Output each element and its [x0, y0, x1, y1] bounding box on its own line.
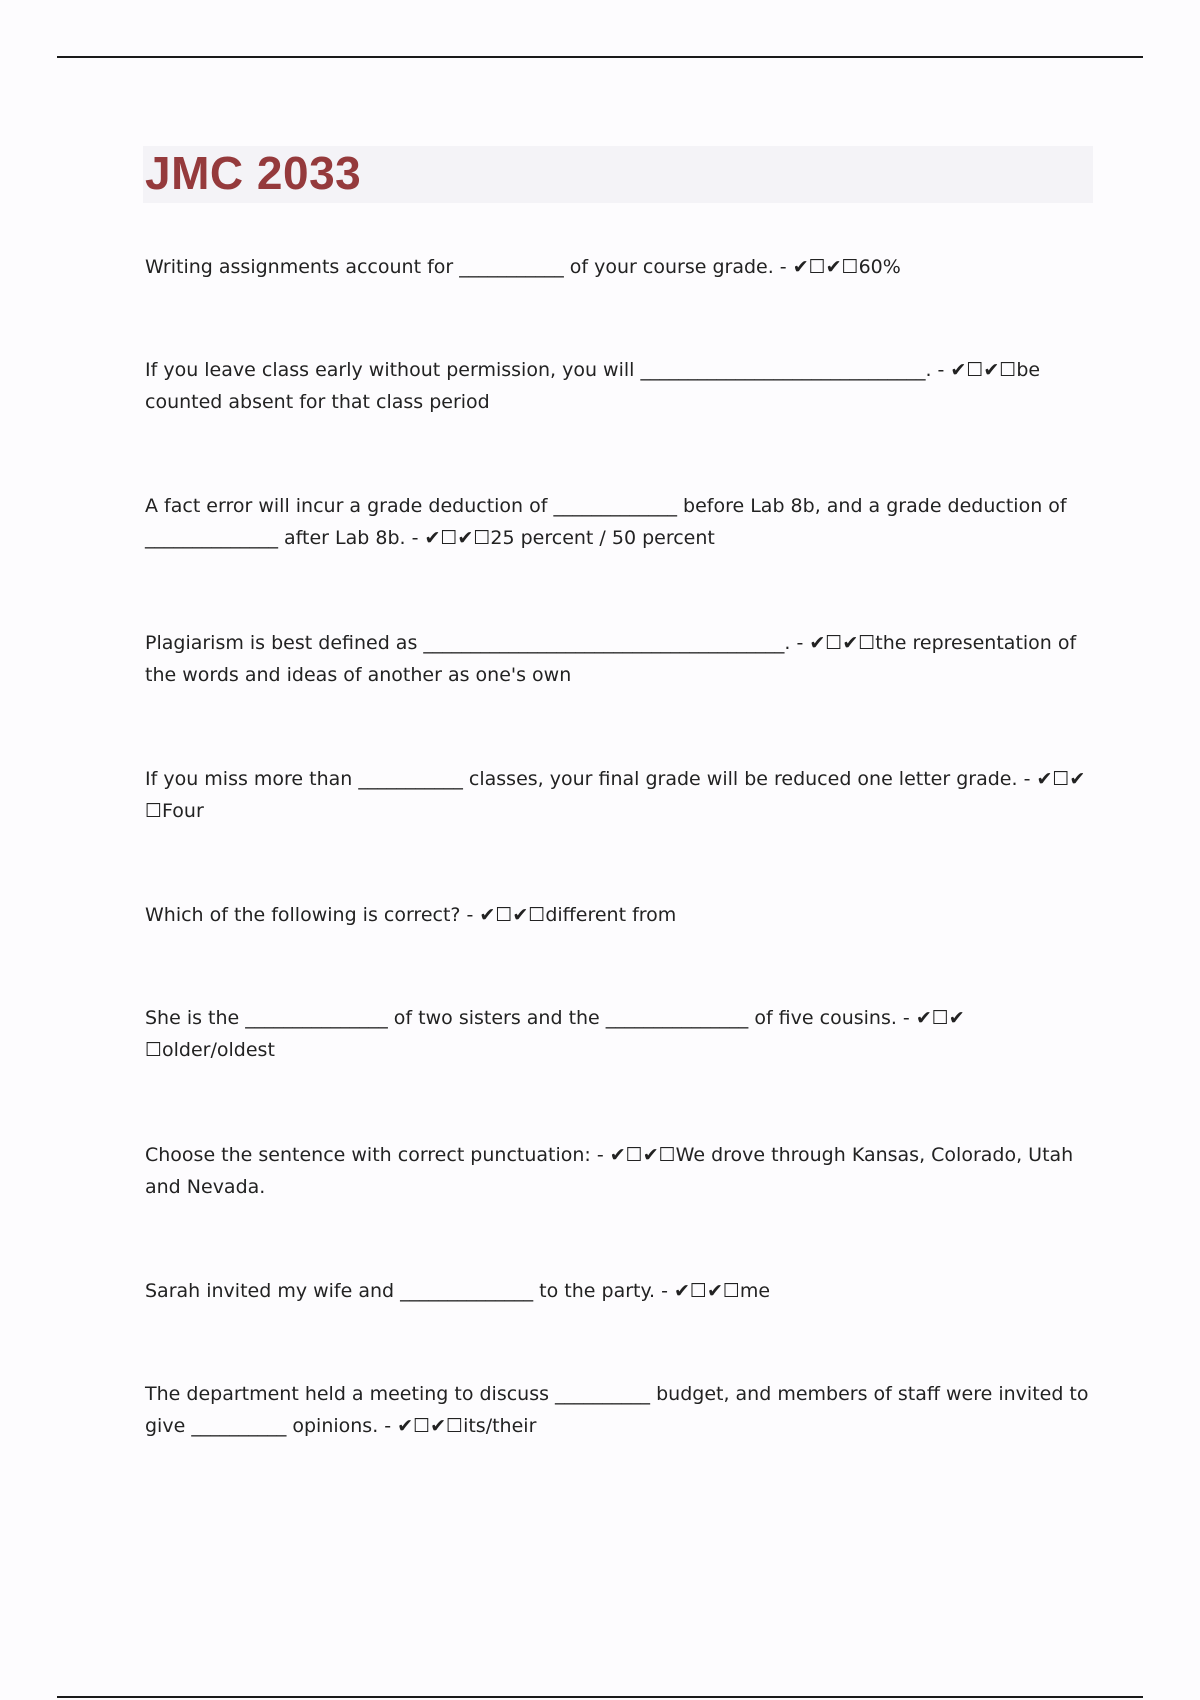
- question-8: Choose the sentence with correct punctuation: - ✔☐✔☐We drove through Kansas, Colorado, Utah and Nevada.: [145, 1144, 1074, 1198]
- question-7: She is the _______________ of two sisters and the _______________ of five cousins. - ✔☐✔ ☐older/oldest: [145, 1007, 965, 1061]
- bottom-rule: [57, 1696, 1143, 1698]
- question-4: Plagiarism is best defined as ______________________________________. - ✔☐✔☐the representation of the words and ideas of another as one's own: [145, 632, 1077, 686]
- question-5: If you miss more than ___________ classes, your final grade will be reduced one letter grade. - ✔☐✔ ☐Four: [145, 768, 1086, 822]
- question-10: The department held a meeting to discuss __________ budget, and members of staff were invited to give __________ opinions. - ✔☐✔☐its/their: [145, 1383, 1089, 1437]
- question-3: A fact error will incur a grade deduction of _____________ before Lab 8b, and a grade deduction of ______________ after Lab 8b. - ✔☐✔☐25 percent / 50 percent: [145, 495, 1067, 549]
- question-9: Sarah invited my wife and ______________ to the party. - ✔☐✔☐me: [145, 1280, 771, 1302]
- top-rule: [57, 56, 1143, 58]
- question-1: Writing assignments account for ___________ of your course grade. - ✔☐✔☐60%: [145, 256, 901, 278]
- question-6: Which of the following is correct? - ✔☐✔☐different from: [145, 904, 677, 926]
- document-title: JMC 2033: [145, 147, 362, 199]
- question-2: If you leave class early without permission, you will ______________________________. - ✔☐✔☐be counted absent for that class period: [145, 359, 1041, 413]
